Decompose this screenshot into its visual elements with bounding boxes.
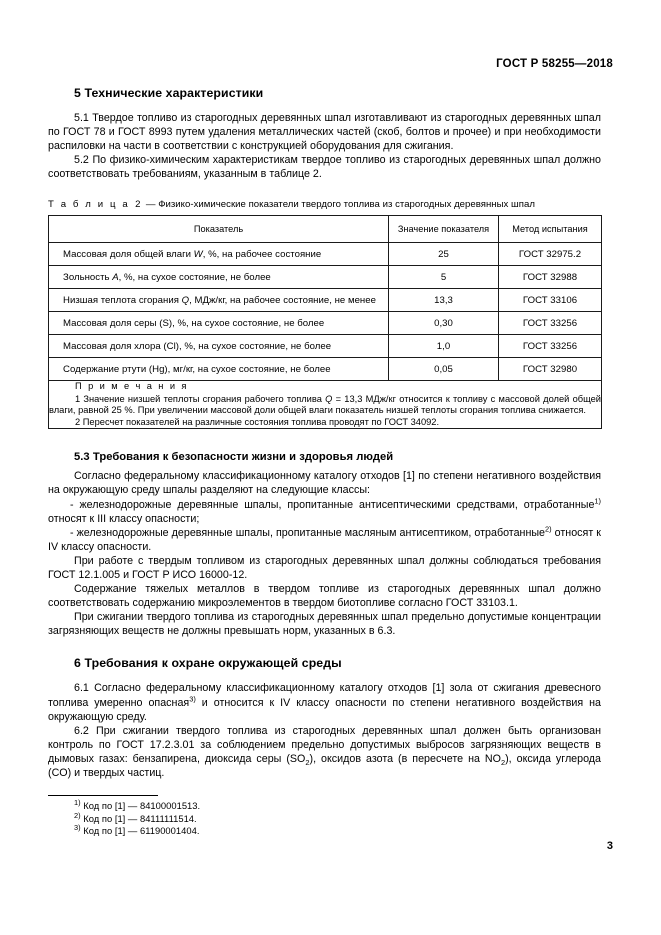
cell-method: ГОСТ 33256 [499, 312, 602, 335]
paragraph-5-3-emissions: При сжигании твердого топлива из старогодных деревянных шпал предельно допустимые концентрации загрязняющих веществ не должны превышать норм, указанных в 6.3. [48, 611, 601, 638]
table-notes-row [49, 381, 602, 429]
notes-title: П р и м е ч а н и я [75, 381, 189, 392]
paragraph-5-3-metals: Содержание тяжелых металлов в твердом топливе из старогодных деревянных шпал должно соответствовать содержанию микроэлементов в твердом биотопливе согласно ГОСТ 33103.1. [48, 583, 601, 610]
standard-designation: ГОСТ Р 58255—2018 [496, 58, 613, 70]
formula-so2-subscript: 2 [305, 758, 310, 768]
table-row [49, 243, 602, 266]
note-1-variable: Q [325, 393, 333, 404]
cell-value: 13,3 [389, 289, 499, 312]
table-2 [48, 215, 602, 429]
running-header [48, 58, 613, 70]
note-1 [49, 394, 601, 417]
cell-method: ГОСТ 32988 [499, 266, 602, 289]
class-3-text-pre: - железнодорожные деревянные шпалы, пропитанные антисептическими средствами, отработанные [70, 498, 595, 511]
footnote-ref-3[interactable]: 3) [189, 694, 196, 703]
paragraph-5-3-class-4 [48, 526, 601, 554]
indicator-variable: Q [181, 294, 190, 306]
paragraph-6-1-pre: 6.1 Согласно федеральному классификационному каталогу отходов [1] зола от сжигания древесного топлива умеренно опасная [48, 682, 601, 709]
table-2-caption [48, 199, 601, 210]
indicator-variable: W [193, 248, 203, 260]
table-row [49, 289, 602, 312]
footnote-1-marker: 1) [74, 797, 81, 807]
indicator-text-pre: Низшая теплота сгорания [63, 294, 182, 306]
paragraph-6-1-post: и относится к IV классу опасности по степени негативного воздействия на окружающую среду. [48, 696, 601, 723]
class-3-text-post: относят к III классу опасности; [48, 512, 200, 525]
paragraph-6-2-post: ), оксида углерода (CO) и твердых частиц. [48, 752, 602, 780]
cell-indicator [49, 266, 389, 289]
table-caption-text: — Физико-химические показатели твердого топлива из старогодных деревянных шпал [145, 199, 535, 211]
section-5-3-heading: 5.3 Требования к безопасности жизни и здоровья людей [74, 451, 394, 464]
column-header-method: Метод испытания [499, 216, 602, 243]
paragraph-6-2-pre: 6.2 При сжигании твердого топлива из старогодных деревянных шпал должен быть организован контроль по ГОСТ 17.2.3.01 за соблюдением предельно допустимых выбросов загрязняющих веществ в дымовых газах: бензапирена, диоксида серы (SO [48, 724, 601, 765]
cell-value: 5 [389, 266, 499, 289]
cell-value: 25 [389, 243, 499, 266]
indicator-text-pre: Массовая доля серы (S), %, на сухое состояние, не более [63, 317, 325, 329]
table-row [49, 312, 602, 335]
cell-method: ГОСТ 32980 [499, 358, 602, 381]
cell-indicator [49, 358, 389, 381]
note-1-pre: 1 Значение низшей теплоты сгорания рабочего топлива [75, 393, 326, 404]
indicator-text-pre: Содержание ртути (Hg), мг/кг, на сухое состояние, не более [63, 363, 331, 375]
indicator-text-post: , МДж/кг, на рабочее состояние, не менее [189, 294, 376, 306]
cell-indicator [49, 312, 389, 335]
class-4-text-pre: - железнодорожные деревянные шпалы, пропитанные масляным антисептиком, отработанные [70, 526, 546, 539]
cell-indicator [49, 289, 389, 312]
footnote-3-text: Код по [1] — 61190001404. [80, 825, 200, 837]
cell-indicator [49, 243, 389, 266]
note-2: 2 Пересчет показателей на различные состояния топлива проводят по ГОСТ 34092. [75, 416, 440, 427]
paragraph-5-3-safety: При работе с твердым топливом из старогодных деревянных шпал должны соблюдаться требования ГОСТ 12.1.005 и ГОСТ Р ИСО 16000-12. [48, 554, 601, 581]
section-6-heading: 6 Требования к охране окружающей среды [74, 656, 342, 671]
footnote-3 [48, 825, 601, 838]
table-caption-number: 2 [135, 199, 141, 211]
formula-no2-subscript: 2 [500, 758, 506, 768]
cell-value: 0,30 [389, 312, 499, 335]
cell-value: 1,0 [389, 335, 499, 358]
footnotes-block [48, 795, 601, 838]
footnote-1 [48, 797, 601, 813]
footnote-2-text: Код по [1] — 84111111514. [80, 812, 197, 824]
footnote-ref-1[interactable]: 1) [594, 495, 601, 505]
cell-method: ГОСТ 33256 [499, 335, 602, 358]
table-row [49, 358, 602, 381]
column-header-indicator: Показатель [49, 216, 389, 243]
footnote-2 [48, 810, 601, 826]
indicator-text-post: , %, на рабочее состояние [202, 248, 322, 260]
paragraph-5-3-class-3 [48, 495, 601, 526]
note-1-post: = 13,3 МДж/кг относится к топливу с массовой долей общей влаги, равной 25 %. При увеличении массовой доли общей влаги показатель низшей теплоты сгорания топлива снижается. [49, 393, 601, 416]
footnote-1-text: Код по [1] — 84100001513. [80, 800, 201, 811]
paragraph-5-3-1: Согласно федеральному классификационному каталогу отходов [1] по степени негативного воздействия на окружающую среду шпалы разделяют на следующие классы: [48, 470, 601, 497]
table-caption-label: Т а б л и ц а [48, 199, 130, 211]
cell-indicator [49, 335, 389, 358]
column-header-value: Значение показателя [389, 216, 499, 243]
paragraph-6-2 [48, 724, 601, 780]
cell-value: 0,05 [389, 358, 499, 381]
table-row [49, 266, 602, 289]
footnote-ref-2[interactable]: 2) [545, 524, 552, 534]
footnote-3-marker: 3) [74, 823, 81, 833]
footnote-2-marker: 2) [74, 810, 81, 820]
indicator-variable: A [112, 271, 119, 283]
paragraph-5-2: 5.2 По физико-химическим характеристикам твердое топливо из старогодных деревянных шпал должно соответствовать требованиям, указанным в таблице 2. [48, 154, 601, 181]
table-header-row [49, 216, 602, 243]
indicator-text-pre: Зольность [63, 271, 113, 283]
paragraph-6-2-mid: ), оксидов азота (в пересчете на NO [309, 752, 501, 765]
indicator-text-pre: Массовая доля общей влаги [63, 248, 194, 260]
footnote-separator-rule [48, 795, 158, 796]
indicator-text-post: , %, на сухое состояние, не более [118, 271, 271, 283]
class-4-text-post: относят к IV классу опасности. [48, 526, 601, 553]
page-number: 3 [606, 840, 613, 852]
page-content [48, 86, 601, 780]
cell-method: ГОСТ 33106 [499, 289, 602, 312]
section-5-heading: 5 Технические характеристики [74, 86, 264, 100]
table-row [49, 335, 602, 358]
cell-notes [49, 381, 602, 429]
paragraph-5-1: 5.1 Твердое топливо из старогодных деревянных шпал изготавливают из старогодных деревянных шпал по ГОСТ 78 и ГОСТ 8993 путем удаления металлических частей (скоб, болтов и прочее) и при необходимости распиловки на части в соответствии с конструкцией оборудования для сжигания. [48, 112, 601, 153]
paragraph-6-1 [48, 681, 601, 723]
cell-method: ГОСТ 32975.2 [499, 243, 602, 266]
indicator-text-pre: Массовая доля хлора (Cl), %, на сухое состояние, не более [63, 340, 332, 352]
